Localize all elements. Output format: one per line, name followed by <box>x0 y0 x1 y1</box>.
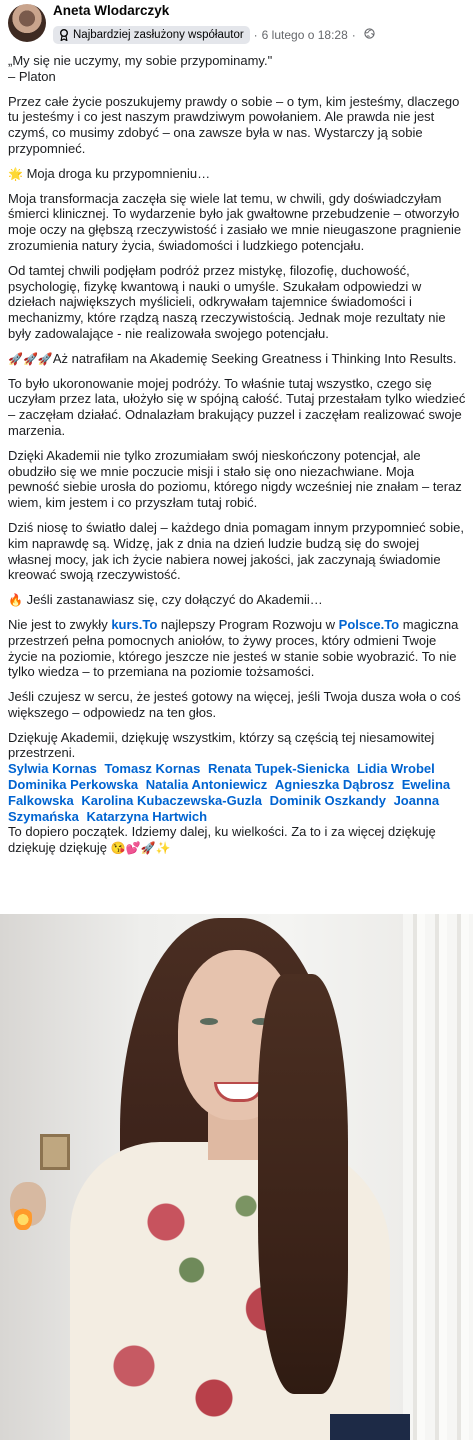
badge-label: Najbardziej zasłużony współautor <box>73 29 244 41</box>
picture-frame <box>40 1134 70 1170</box>
paragraph-10-text-b: najlepszy Program Rozwoju w <box>157 616 339 632</box>
paragraph-10-text-a: Nie jest to zwykły <box>8 616 112 632</box>
paragraph-6: To było ukoronowanie mojej podróży. To właśnie tutaj wszystko, czego się uczyłam przez lata, ułożyło się w spójną całość. Tutaj przestałam tylko wiedzieć – zaczęłam działać. Odnalazłam brakujący puzzel i zaczęłam realizować swoje marzenia. <box>8 375 466 438</box>
eye <box>200 1018 218 1025</box>
pants <box>330 1414 410 1440</box>
paragraph-11: Jeśli czujesz w sercu, że jesteś gotowy na więcej, jeśli Twoja dusza woła o coś większego – odpowiedz na ten głos. <box>8 689 461 720</box>
separator-dot: · <box>351 28 356 42</box>
post-body <box>8 53 466 865</box>
kiss-heart-rocket-sparkle-emoji-icon: 😘💕🚀✨ <box>110 841 171 856</box>
fire-emoji-icon: 🔥 <box>8 593 23 608</box>
hair-front <box>258 974 348 1394</box>
globe-icon[interactable] <box>364 28 375 42</box>
mention-tag[interactable]: Tomasz Kornas <box>104 761 201 777</box>
mention-tag[interactable]: Renata Tupek-Sienicka <box>207 761 350 777</box>
separator-dot: · <box>253 28 258 42</box>
star-emoji-icon: 🌟 <box>8 166 23 181</box>
paragraph-5 <box>8 351 466 367</box>
mention-tag[interactable]: Sylwia Kornas <box>8 761 97 777</box>
mention-tag[interactable]: Joanna Szymańska <box>8 792 440 824</box>
mention-tag[interactable]: Karolina Kubaczewska-Guzla <box>81 792 263 808</box>
rocket-emoji-icon: 🚀🚀🚀 <box>8 351 53 366</box>
post-date[interactable]: 6 lutego o 18:28 <box>261 28 348 42</box>
contributor-badge[interactable] <box>53 26 250 44</box>
paragraph-8: Dziś niosę to światło dalej – każdego dnia pomagam innym przypomnieć sobie, kim naprawdę są. Widzę, jak z dnia na dzień ludzie budzą się do swojej własnej mocy, jak ich życie nabiera nowej jakości, jak zaczynają świadomie kreować swoją rzeczywistość. <box>8 519 464 583</box>
paragraph-2-text: Moja droga ku przypomnieniu… <box>26 165 211 181</box>
paragraph-13-text: To dopiero początek. Idziemy dalej, ku wielkości. Za to i za więcej dziękuję dziękuję dziękuję <box>8 824 436 856</box>
paragraph-12-text: Dziękuję Akademii, dziękuję wszystkim, którzy są częścią tej niesamowitej przestrzeni. <box>8 729 435 761</box>
paragraph-4: Od tamtej chwili podjęłam podróż przez mistykę, filozofię, duchowość, psychologię, fizykę kwantową i nauki o umyśle. Szukałam odpowiedzi w dziełach największych myślicieli, odkrywałam tajemnice świadomości i mechanizmy, które rządzą naszą rzeczywistością. Jednak moje rezultaty nie były zadowalające - nie realizowała swojego potencjału. <box>8 262 446 341</box>
mention-tag[interactable]: Katarzyna Hartwich <box>86 808 208 824</box>
paragraph-9 <box>8 592 466 608</box>
candle-flame-icon <box>14 1204 32 1230</box>
paragraph-10-text-c: magiczna przestrzeń pełna pomocnych aniołów, to żywy proces, który odmieni Twoje życie na poziomie, którego jeszcze nie jesteś w stanie sobie wyobrazić. To nie tylko wiedza – to przemiana na poziomie tożsamości. <box>8 616 459 680</box>
mention-tag[interactable]: Agnieszka Dąbrosz <box>274 777 395 793</box>
quote-author: – Platon <box>8 68 56 84</box>
paragraph-7: Dzięki Akademii nie tylko zrozumiałam swój nieskończony potencjał, ale obudziło się we mnie poczucie misji i stało się ono niezachwiane. Moja pewność siebie urosła do poziomu, którego nigdy wcześniej nie znałam – teraz wiem, kim jestem i co przyszłam tutaj robić. <box>8 447 462 511</box>
author-name[interactable]: Aneta Wlodarczyk <box>53 3 170 18</box>
post-header <box>0 0 473 48</box>
post-meta <box>53 25 375 45</box>
paragraph-2 <box>8 166 466 182</box>
paragraph-1: Przez całe życie poszukujemy prawdy o sobie – o tym, kim jesteśmy, dlaczego tu jesteśmy i co jest naszym prawdziwym powołaniem. Ale prawda nie jest czymś, co musimy zdobyć – ona zawsze była w nas. Wystarczy ją sobie przypomnieć. <box>8 93 460 156</box>
paragraph-13 <box>8 824 466 856</box>
paragraph-10 <box>8 617 466 680</box>
quote-text: „My się nie uczymy, my sobie przypominamy." <box>8 53 273 68</box>
avatar[interactable] <box>8 4 46 42</box>
mention-tag[interactable]: Lidia Wrobel <box>356 761 435 777</box>
paragraph-3: Moja transformacja zaczęła się wiele lat temu, w chwili, gdy doświadczyłam śmierci klinicznej. To wydarzenie było jak gwałtowne przebudzenie – otworzyło moje oczy na głębszą rzeczywistość i zasiało we mnie nieugaszone pragnienie zrozumienia natury życia, świadomości i ludzkiego potencjału. <box>8 190 462 253</box>
paragraph-5-text: Aż natrafiłam na Akademię Seeking Greatness i Thinking Into Results. <box>52 350 457 366</box>
badge-icon <box>59 29 69 41</box>
mention-tag[interactable]: Natalia Antoniewicz <box>145 777 268 793</box>
mention-tag[interactable]: Ewelina Falkowska <box>8 777 451 808</box>
mention-tag[interactable]: Dominik Oszkandy <box>269 792 386 808</box>
paragraph-12 <box>8 730 466 825</box>
link-polsce[interactable]: Polsce.To <box>338 616 400 632</box>
quote <box>8 53 466 85</box>
link-kurs[interactable]: kurs.To <box>111 616 158 632</box>
curtain <box>403 914 473 1440</box>
mention-tag[interactable]: Dominika Perkowska <box>8 777 139 793</box>
paragraph-9-text: Jeśli zastanawiasz się, czy dołączyć do Akademii… <box>26 592 323 608</box>
post-photo[interactable] <box>0 914 473 1440</box>
